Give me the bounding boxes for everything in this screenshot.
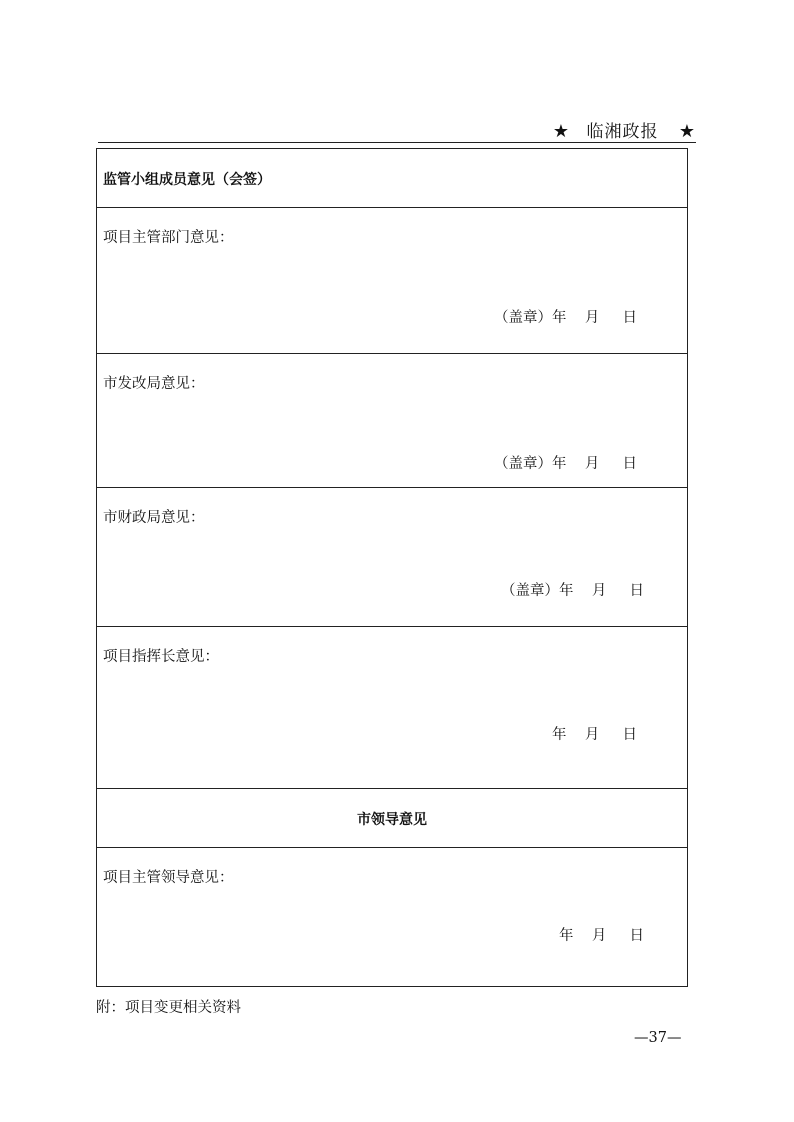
publication-header bbox=[553, 117, 696, 142]
seal-date: （盖章）年 月 日 bbox=[501, 583, 644, 599]
date: 年 月 日 bbox=[552, 727, 637, 743]
star-icon: ★ bbox=[678, 121, 696, 142]
header-rule bbox=[98, 142, 696, 143]
opinion-row-finance bbox=[97, 488, 687, 627]
attachment-note: 附：项目变更相关资料 bbox=[96, 1000, 241, 1016]
opinion-row-commander bbox=[97, 627, 687, 789]
section-header-leader bbox=[97, 789, 687, 848]
section-header-group-opinions bbox=[97, 149, 687, 208]
opinion-row-leader bbox=[97, 848, 687, 987]
star-icon: ★ bbox=[552, 121, 571, 142]
opinion-label: 市发改局意见： bbox=[103, 376, 205, 392]
opinion-label: 项目主管领导意见： bbox=[103, 870, 234, 886]
opinion-row-dept bbox=[97, 208, 687, 354]
opinion-label: 市财政局意见： bbox=[103, 510, 205, 526]
page-number: —37— bbox=[634, 1030, 682, 1046]
seal-date: （盖章）年 月 日 bbox=[494, 310, 637, 326]
opinion-label: 项目主管部门意见： bbox=[103, 230, 234, 246]
section-title: 市领导意见 bbox=[357, 812, 427, 828]
section-title: 监管小组成员意见（会签） bbox=[103, 172, 271, 188]
opinion-label: 项目指挥长意见： bbox=[103, 649, 219, 665]
seal-date: （盖章）年 月 日 bbox=[494, 456, 637, 472]
publication-name: 临湘政报 bbox=[586, 122, 659, 142]
date: 年 月 日 bbox=[559, 928, 644, 944]
opinion-row-ndrc bbox=[97, 354, 687, 488]
approval-form bbox=[96, 148, 688, 987]
